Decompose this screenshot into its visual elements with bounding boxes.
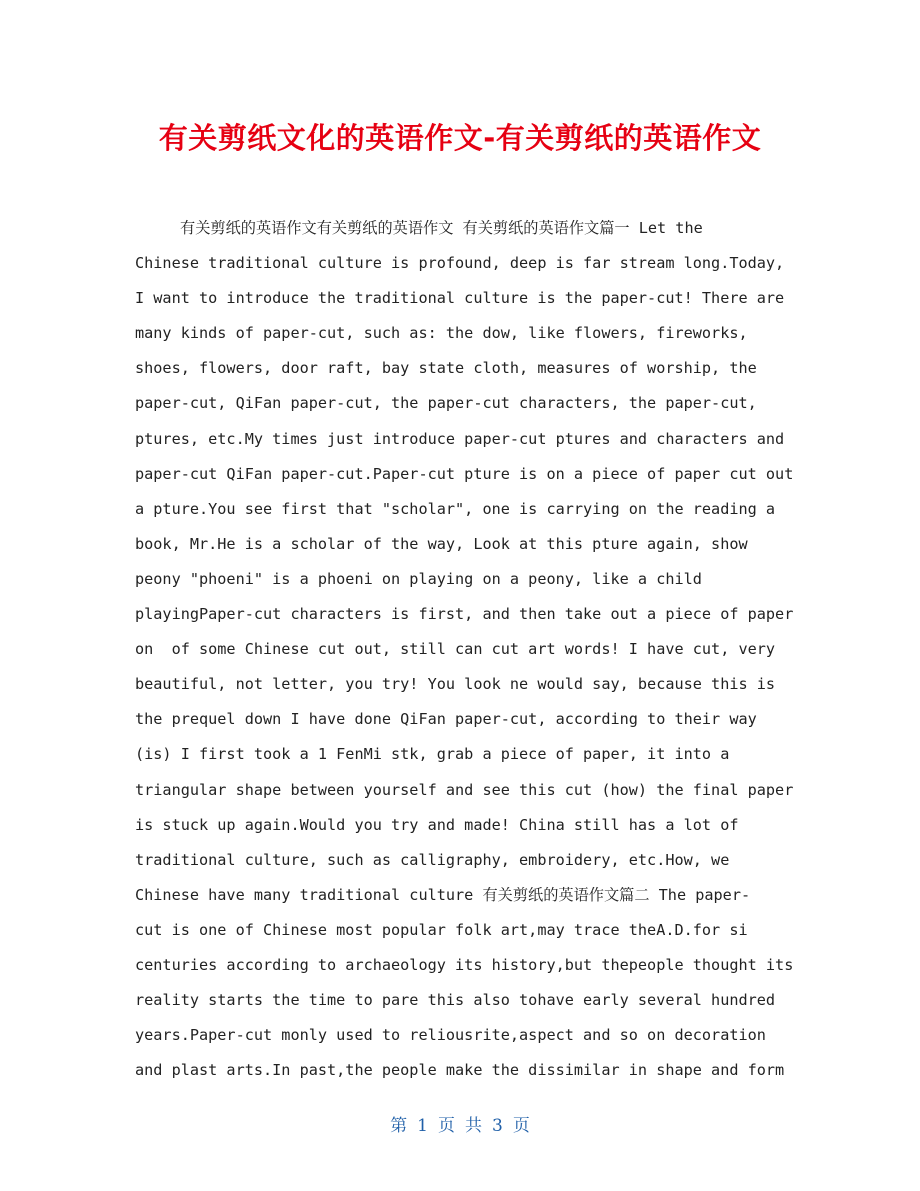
body-line: triangular shape between yourself and see this cut (how) the final paper: [135, 780, 794, 799]
body-line: paper-cut, QiFan paper-cut, the paper-cut characters, the paper-cut,: [135, 394, 757, 413]
document-title: 有关剪纸文化的英语作文-有关剪纸的英语作文: [158, 121, 762, 155]
body-line: reality starts the time to pare this also tohave early several hundred: [135, 991, 776, 1010]
body-line: Chinese have many traditional culture 有关剪纸的英语作文篇二 The paper-: [135, 885, 751, 904]
page-label-prefix: 第: [390, 1116, 408, 1136]
body-line: ptures, etc.My times just introduce paper-cut ptures and characters and: [135, 429, 785, 448]
body-line: paper-cut QiFan paper-cut.Paper-cut pture is on a piece of paper cut out: [135, 464, 794, 483]
body-line: beautiful, not letter, you try! You look ne would say, because this is: [135, 675, 776, 694]
page-label-mid: 页: [438, 1116, 455, 1136]
body-line: a pture.You see first that "scholar", one is carrying on the reading a: [135, 499, 776, 518]
current-page-number: 1: [417, 1116, 428, 1136]
total-pages-number: 3: [492, 1116, 503, 1136]
body-line: I want to introduce the traditional culture is the paper-cut! There are: [135, 289, 785, 308]
body-line: years.Paper-cut monly used to reliousrite,aspect and so on decoration: [135, 1026, 766, 1045]
body-line: is stuck up again.Would you try and made! China still has a lot of: [135, 815, 739, 834]
body-line: and plast arts.In past,the people make the dissimilar in shape and form: [135, 1061, 785, 1080]
body-line: playingPaper-cut characters is first, and then take out a piece of paper: [135, 605, 794, 624]
body-line: traditional culture, such as calligraphy, embroidery, etc.How, we: [135, 850, 730, 869]
body-line: book, Mr.He is a scholar of the way, Look at this pture again, show: [135, 534, 748, 553]
body-line: Chinese traditional culture is profound, deep is far stream long.Today,: [135, 254, 785, 273]
body-line: many kinds of paper-cut, such as: the dow, like flowers, fireworks,: [135, 324, 748, 343]
body-line: cut is one of Chinese most popular folk art,may trace theA.D.for si: [135, 920, 748, 939]
body-line: peony "phoeni" is a phoeni on playing on a peony, like a child: [135, 569, 702, 588]
document-body: [135, 211, 795, 1088]
page-footer: [0, 1112, 920, 1140]
body-line: centuries according to archaeology its history,but thepeople thought its: [135, 955, 794, 974]
body-line: the prequel down I have done QiFan paper-cut, according to their way: [135, 710, 757, 729]
body-line: shoes, flowers, door raft, bay state cloth, measures of worship, the: [135, 359, 757, 378]
body-line: on of some Chinese cut out, still can cut art words! I have cut, very: [135, 640, 776, 659]
body-line: (is) I first took a 1 FenMi stk, grab a piece of paper, it into a: [135, 745, 730, 764]
body-line: 有关剪纸的英语作文有关剪纸的英语作文 有关剪纸的英语作文篇一 Let the: [180, 219, 703, 237]
total-label: 共: [465, 1116, 482, 1136]
page-label-suffix: 页: [512, 1116, 530, 1136]
